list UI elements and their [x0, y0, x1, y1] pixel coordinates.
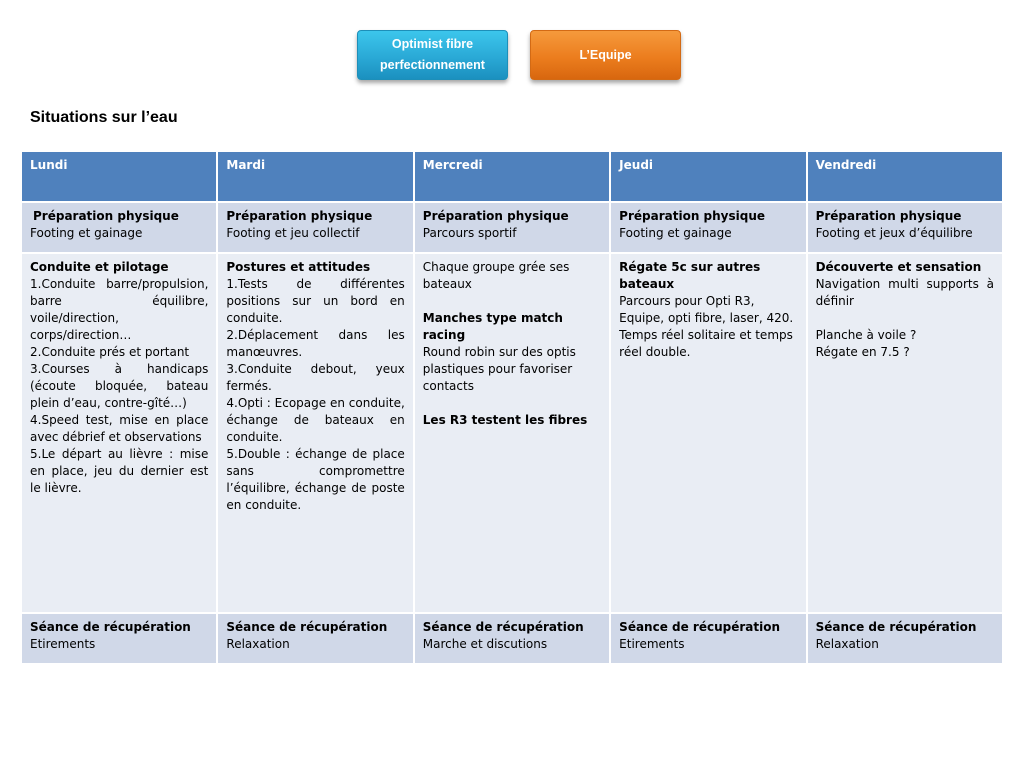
session-title: Régate 5c sur autres bateaux: [619, 260, 761, 291]
session-detail: Round robin sur des optis plastiques pour favoriser contacts: [422, 345, 576, 393]
preparation-title: Préparation physique: [33, 209, 179, 223]
preparation-title: Préparation physique: [422, 209, 569, 223]
session-line: 3.Conduite debout, yeux fermés.: [226, 362, 405, 393]
session-line: 1.Tests de différentes positions sur un bord en conduite.: [226, 277, 405, 325]
session-cell-mercredi: [414, 253, 610, 613]
recovery-detail: Relaxation: [226, 637, 290, 651]
session-line: 5.Double : échange de place sans compromettre l’équilibre, échange de poste en conduite.: [226, 447, 405, 512]
day-header-jeudi: Jeudi: [610, 151, 806, 202]
session-cell-mardi: [217, 253, 413, 613]
day-header-mardi: Mardi: [217, 151, 413, 202]
session-cell-jeudi: [610, 253, 806, 613]
preparation-cell-mercredi: [414, 202, 610, 253]
preparation-title: Préparation physique: [226, 209, 373, 223]
preparation-detail: Footing et gainage: [619, 226, 732, 240]
preparation-cell-lundi: [21, 202, 217, 253]
session-detail: Parcours pour Opti R3, Equipe, opti fibre, laser, 420.: [619, 294, 794, 325]
page-title: Situations sur l’eau: [30, 109, 178, 126]
preparation-title: Préparation physique: [619, 209, 766, 223]
day-header-row: [21, 151, 1003, 202]
recovery-title: Séance de récupération: [815, 620, 977, 634]
recovery-cell-lundi: [21, 613, 217, 664]
session-intro: Chaque groupe grée ses bateaux: [422, 260, 570, 291]
session-cell-vendredi: [807, 253, 1003, 613]
schedule-table: [20, 150, 1004, 665]
session-line: 4.Opti : Ecopage en conduite, échange de bateaux en conduite.: [226, 396, 405, 444]
session-detail: Temps réel solitaire et temps réel double.: [619, 328, 793, 359]
recovery-cell-jeudi: [610, 613, 806, 664]
session-line: 4.Speed test, mise en place avec débrief et observations: [30, 413, 209, 444]
recovery-title: Séance de récupération: [226, 620, 388, 634]
optimist-fibre-button[interactable]: [357, 30, 508, 80]
preparation-cell-mardi: [217, 202, 413, 253]
day-header-mercredi: Mercredi: [414, 151, 610, 202]
preparation-cell-vendredi: [807, 202, 1003, 253]
session-cell-lundi: [21, 253, 217, 613]
preparation-cell-jeudi: [610, 202, 806, 253]
recovery-cell-mardi: [217, 613, 413, 664]
equipe-button[interactable]: [530, 30, 681, 80]
session-line: 3.Courses à handicaps (écoute bloquée, bateau plein d’eau, contre-gîté…): [30, 362, 209, 410]
preparation-detail: Parcours sportif: [422, 226, 517, 240]
preparation-detail: Footing et gainage: [30, 226, 143, 240]
recovery-title: Séance de récupération: [30, 620, 191, 634]
recovery-detail: Marche et discutions: [422, 637, 548, 651]
session-line: 2.Conduite prés et portant: [30, 345, 190, 359]
session-line: Planche à voile ?: [815, 328, 917, 342]
day-header-vendredi: Vendredi: [807, 151, 1003, 202]
session-title: Postures et attitudes: [226, 260, 371, 274]
session-title: Découverte et sensation: [815, 260, 982, 274]
recovery-cell-vendredi: [807, 613, 1003, 664]
session-line: Régate en 7.5 ?: [815, 345, 910, 359]
preparation-row: [21, 202, 1003, 253]
recovery-detail: Etirements: [30, 637, 96, 651]
equipe-button-label: L’Equipe: [579, 47, 632, 62]
recovery-title: Séance de récupération: [422, 620, 584, 634]
session-detail: Navigation multi supports à définir: [815, 277, 994, 308]
session-line: 1.Conduite barre/propulsion, barre équilibre, voile/direction, corps/direction…: [30, 277, 209, 342]
recovery-detail: Relaxation: [815, 637, 879, 651]
recovery-title: Séance de récupération: [619, 620, 781, 634]
session-line: 5.Le départ au lièvre : mise en place, jeu du dernier est le lièvre.: [30, 447, 209, 495]
preparation-title: Préparation physique: [815, 209, 962, 223]
recovery-row: [21, 613, 1003, 664]
session-note: Les R3 testent les fibres: [422, 413, 588, 427]
session-title: Conduite et pilotage: [30, 260, 169, 274]
preparation-detail: Footing et jeu collectif: [226, 226, 360, 240]
session-row: [21, 253, 1003, 613]
recovery-detail: Etirements: [619, 637, 685, 651]
optimist-fibre-button-label: Optimist fibre perfectionnement: [380, 37, 485, 72]
preparation-detail: Footing et jeux d’équilibre: [815, 226, 973, 240]
recovery-cell-mercredi: [414, 613, 610, 664]
day-header-lundi: Lundi: [21, 151, 217, 202]
session-title: Manches type match racing: [422, 311, 563, 342]
session-line: 2.Déplacement dans les manœuvres.: [226, 328, 405, 359]
